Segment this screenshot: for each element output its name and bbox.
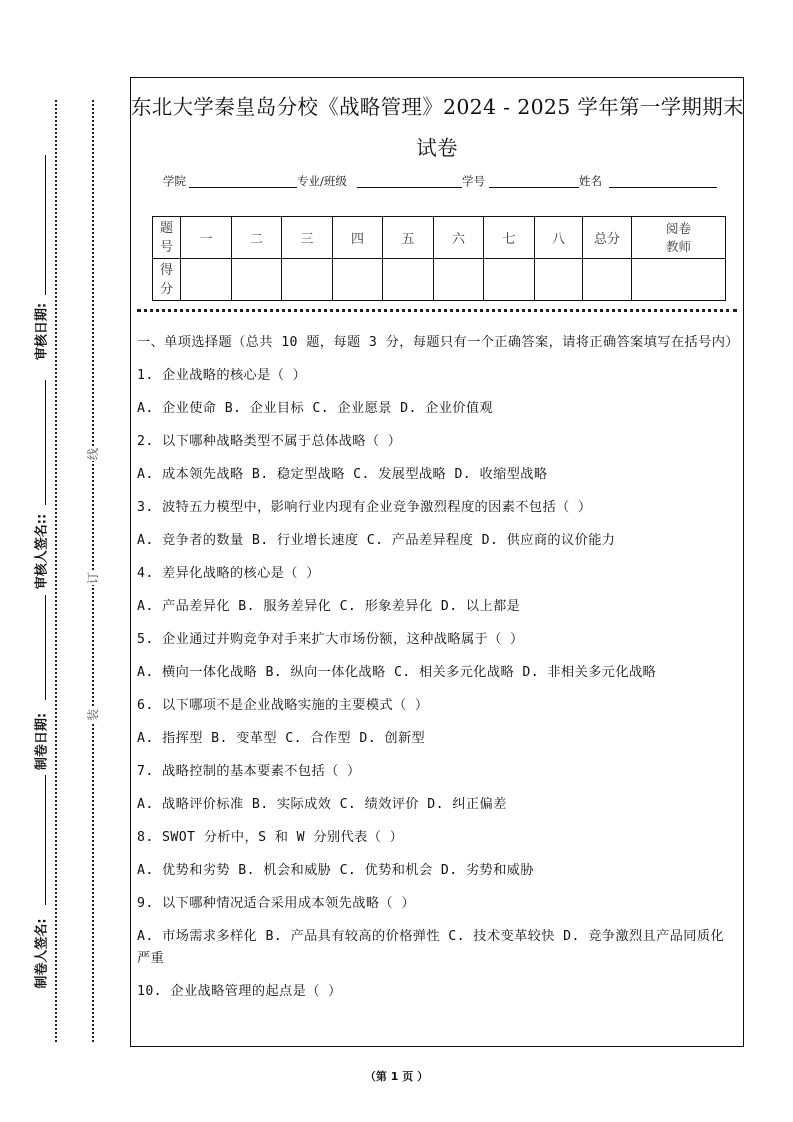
grading-teacher-cell[interactable] (632, 259, 726, 301)
question-stem: 4. 差异化战略的核心是（ ） (137, 566, 320, 581)
maker-date-label: 制卷日期: (34, 712, 50, 771)
column-header: 二 (232, 217, 282, 259)
major-class-label: 专业/班级 (297, 174, 347, 188)
question-options: A. 指挥型 B. 变革型 C. 合作型 D. 创新型 (137, 731, 426, 746)
section-single-choice (137, 332, 737, 1014)
name-field[interactable] (609, 187, 717, 188)
question-options: A. 市场需求多样化 B. 产品具有较高的价格弹性 C. 技术变革较快 D. 竞争激烈且产品同质化严重 (137, 929, 725, 966)
maker-signature-underline (45, 775, 46, 905)
column-header: 一 (181, 217, 232, 259)
score-table (152, 216, 726, 301)
exam-page-frame (130, 77, 744, 1047)
score-cell[interactable] (383, 259, 434, 301)
question-stem: 7. 战略控制的基本要素不包括（ ） (137, 764, 361, 779)
page-number: （第 1 页 ） (364, 1070, 429, 1083)
column-header: 六 (434, 217, 484, 259)
question-options: A. 优势和劣势 B. 机会和威胁 C. 优势和机会 D. 劣势和威胁 (137, 863, 534, 878)
question-stem: 9. 以下哪种情况适合采用成本领先战略（ ） (137, 896, 415, 911)
question-options: A. 横向一体化战略 B. 纵向一体化战略 C. 相关多元化战略 D. 非相关多元化战略 (137, 665, 657, 680)
reviewer-date-underline (45, 155, 46, 295)
question-options: A. 战略评价标准 B. 实际成效 C. 绩效评价 D. 纠正偏差 (137, 797, 507, 812)
question-stem: 2. 以下哪种战略类型不属于总体战略（ ） (137, 434, 402, 449)
maker-signature-label: 制卷人签名: (34, 918, 50, 989)
question-stem: 5. 企业通过并购竞争对手来扩大市场份额，这种战略属于（ ） (137, 632, 524, 647)
question-options: A. 产品差异化 B. 服务差异化 C. 形象差异化 D. 以上都是 (137, 599, 521, 614)
question-options: A. 成本领先战略 B. 稳定型战略 C. 发展型战略 D. 收缩型战略 (137, 467, 548, 482)
score-cell[interactable] (232, 259, 282, 301)
question-stem: 8. SWOT 分析中，S 和 W 分别代表（ ） (137, 830, 404, 845)
question-stem: 10. 企业战略管理的起点是（ ） (137, 984, 342, 999)
column-header: 八 (535, 217, 583, 259)
reviewer-date-label: 审核日期: (34, 302, 50, 361)
question-stem: 6. 以下哪项不是企业战略实施的主要模式（ ） (137, 698, 429, 713)
score-table-score-row (153, 259, 726, 301)
score-table-header-row (153, 217, 726, 259)
total-score-cell[interactable] (583, 259, 632, 301)
grading-teacher-header: 阅卷 教师 (632, 217, 726, 259)
major-class-field[interactable] (357, 187, 462, 188)
question-number-header: 题号 (153, 217, 181, 259)
score-cell[interactable] (333, 259, 383, 301)
student-id-label: 学号 (462, 174, 485, 188)
reviewer-signature-underline (45, 380, 46, 505)
question-options: A. 企业使命 B. 企业目标 C. 企业愿景 D. 企业价值观 (137, 401, 494, 416)
reviewer-signature-label: 审核人签名:: (34, 513, 50, 590)
student-id-field[interactable] (489, 187, 579, 188)
column-header: 四 (333, 217, 383, 259)
question-stem: 1. 企业战略的核心是（ ） (137, 368, 307, 383)
score-cell[interactable] (484, 259, 535, 301)
question-stem: 3. 波特五力模型中，影响行业内现有企业竞争激烈程度的因素不包括（ ） (137, 500, 592, 515)
binding-char-bind: 订 (86, 572, 100, 585)
score-cell[interactable] (181, 259, 232, 301)
binding-char-line: 线 (86, 448, 100, 461)
score-row-header: 得分 (153, 259, 181, 301)
score-cell[interactable] (434, 259, 484, 301)
section-heading: 一、单项选择题（总共 10 题，每题 3 分，每题只有一个正确答案，请将正确答案填写在括号内） (137, 335, 739, 350)
column-header: 三 (282, 217, 333, 259)
college-label: 学院 (163, 174, 186, 188)
question-options: A. 竞争者的数量 B. 行业增长速度 C. 产品差异程度 D. 供应商的议价能力 (137, 533, 616, 548)
outer-dotted-line (55, 100, 57, 1042)
reviewer-signature-underline-2 (45, 595, 46, 700)
column-header: 总分 (583, 217, 632, 259)
score-cell[interactable] (535, 259, 583, 301)
dotted-separator (137, 309, 737, 312)
exam-title: 东北大学秦皇岛分校《战略管理》2024 - 2025 学年第一学期期末 (131, 95, 744, 119)
exam-title-continued: 试卷 (416, 136, 458, 160)
binding-char-mount: 装 (86, 709, 100, 722)
name-label: 姓名 (579, 174, 602, 188)
score-cell[interactable] (282, 259, 333, 301)
college-field[interactable] (189, 187, 297, 188)
column-header: 七 (484, 217, 535, 259)
column-header: 五 (383, 217, 434, 259)
